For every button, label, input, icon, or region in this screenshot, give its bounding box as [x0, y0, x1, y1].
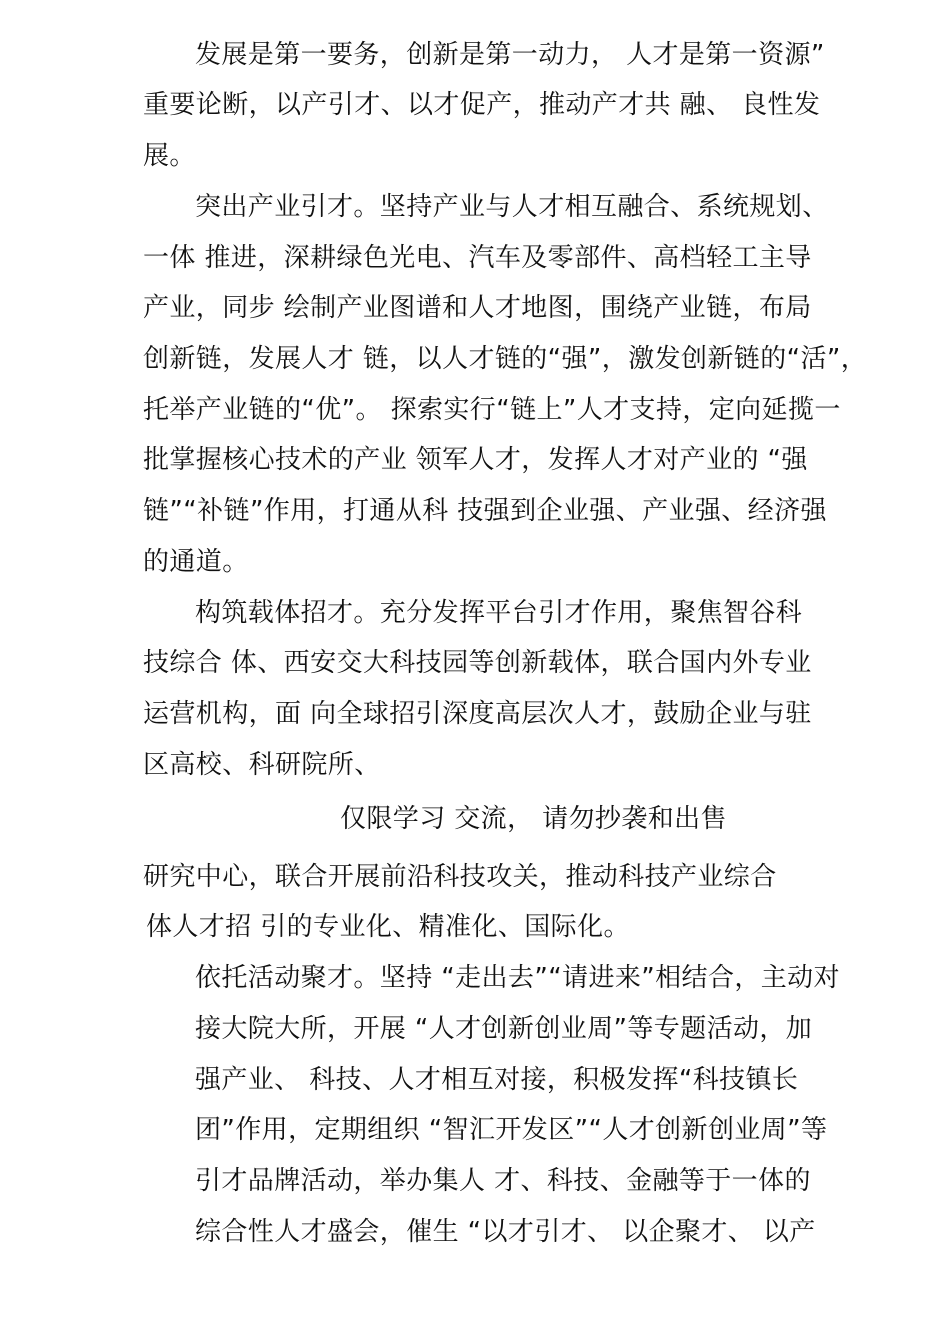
text-line: 区高校、科研院所、 [143, 750, 381, 780]
text-line: 的通道。 [143, 547, 249, 577]
text-line: 运营机构，面 向全球招引深度高层次人才，鼓励企业与驻 [143, 699, 812, 729]
text-line: 产业，同步 绘制产业图谱和人才地图，围绕产业链，布局 [143, 293, 812, 323]
text-line: 突出产业引才。坚持产业与人才相互融合、系统规划、 [195, 192, 829, 222]
watermark-notice: 仅限学习 交流， 请勿抄袭和出售 [340, 804, 727, 834]
text-line: 体人才招 引的专业化、精准化、国际化。 [146, 912, 630, 942]
text-line: 一体 推进，深耕绿色光电、汽车及零部件、高档轻工主导 [143, 243, 812, 273]
text-line: 创新链，发展人才 链，以人才链的“强”，激发创新链的“活”， [143, 344, 868, 374]
text-line: 综合性人才盛会，催生 “以才引才、 以企聚才、 以产 [195, 1217, 816, 1247]
text-line: 构筑载体招才。充分发挥平台引才作用，聚焦智谷科 [195, 598, 803, 628]
text-line: 技综合 体、西安交大科技园等创新载体，联合国内外专业 [143, 648, 812, 678]
text-line: 接大院大所，开展 “人才创新创业周”等专题活动，加 [195, 1014, 813, 1044]
text-line: 展。 [143, 141, 196, 171]
text-line: 托举产业链的“优”。 探索实行“链上”人才支持，定向延揽一 [143, 395, 841, 425]
text-line: 批掌握核心技术的产业 领军人才，发挥人才对产业的 “强 [143, 445, 808, 475]
text-line: 重要论断，以产引才、以才促产，推动产才共 融、 良性发 [143, 90, 821, 120]
text-line: 强产业、 科技、人才相互对接，积极发挥“科技镇长 [195, 1065, 799, 1095]
text-line: 依托活动聚才。坚持 “走出去”“请进来”相结合，主动对 [195, 963, 840, 993]
text-line: 团”作用，定期组织 “智汇开发区”“人才创新创业周”等 [195, 1115, 828, 1145]
text-line: 链”“补链”作用，打通从科 技强到企业强、产业强、经济强 [143, 496, 827, 526]
text-line: 研究中心，联合开展前沿科技攻关，推动科技产业综合 [143, 862, 777, 892]
text-line: 引才品牌活动，举办集人 才、科技、金融等于一体的 [195, 1166, 811, 1196]
text-line: 发展是第一要务，创新是第一动力， 人才是第一资源” [195, 40, 825, 70]
